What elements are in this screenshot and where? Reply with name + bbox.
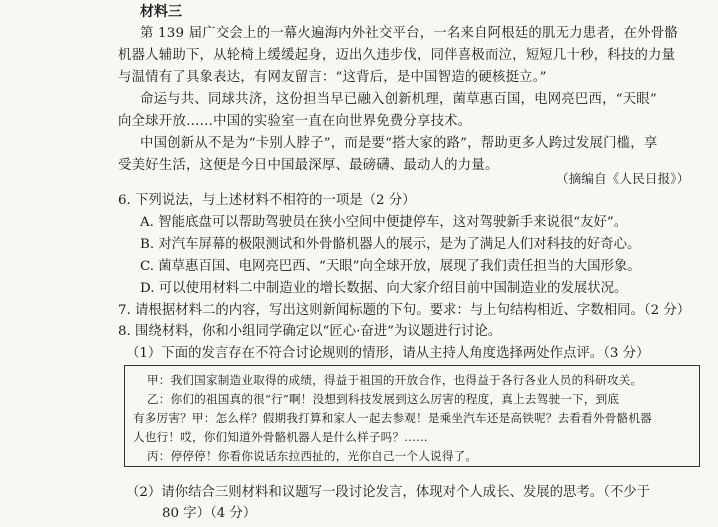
material-paragraph-3-line-1: 中国创新从不是为“卡别人脖子”，而是要“搭大家的路”，帮助更多人跨过发展门槛，享 — [140, 136, 658, 151]
question-8-sub-2-line-1: （2）请你结合三则材料和议题写一段讨论发言，体现对个人成长、发展的思考。（不少于 — [126, 485, 651, 500]
question-8-stem: 8. 围绕材料，你和小组同学确定以“匠心·奋进”为议题进行讨论。 — [118, 324, 502, 339]
question-8-sub-2-line-2: 80 字）（4 分） — [162, 506, 257, 521]
dialog-line-4: 人也行！哎，你们知道外骨骼机器人是什么样子吗？…… — [133, 430, 428, 444]
dialog-line-1: 甲：我们国家制造业取得的成绩，得益于祖国的开放合作，也得益于各行各业人员的科研攻关。 — [147, 373, 643, 387]
material-paragraph-1-line-3: 与温情有了具象表达，有网友留言：“这背后，是中国智造的硬核挺立。” — [118, 70, 547, 85]
material-paragraph-2-line-2: 向全球开放……中国的实验室一直在向世界免费分享技术。 — [118, 114, 472, 129]
discussion-dialog-box — [124, 365, 700, 467]
question-6-stem: 6. 下列说法，与上述材料不相符的一项是（2 分） — [118, 193, 416, 208]
material-heading: 材料三 — [140, 4, 182, 20]
question-8-sub-1: （1）下面的发言存在不符合讨论规则的情形，请从主持人角度选择两处作点评。（3 分） — [126, 346, 650, 361]
material-paragraph-1-line-1: 第 139 届广交会上的一幕火遍海内外社交平台，一名来自阿根廷的肌无力患者，在外骨骼 — [140, 26, 678, 41]
material-paragraph-3-line-2: 受美好生活，这便是今日中国最深厚、最磅礴、最动人的力量。 — [118, 158, 499, 173]
dialog-line-5: 丙：停停停！你看你说话东拉西扯的，光你自己一个人说得了。 — [147, 449, 478, 463]
material-paragraph-2-line-1: 命运与共、同球共济，这份担当早已融入创新机理，菌草惠百国，电网亮巴西，“天眼” — [140, 92, 657, 107]
question-6-option-c: C. 菌草惠百国、电网亮巴西、“天眼”向全球开放，展现了我们责任担当的大国形象。 — [140, 259, 641, 274]
material-paragraph-1-line-2: 机器人辅助下，从轮椅上缓缓起身，迈出久违步伐，同伴喜极而泣，短短几十秒，科技的力量 — [118, 48, 676, 63]
material-source: （摘编自《人民日报》） — [556, 171, 690, 186]
question-7: 7. 请根据材料二的内容，写出这则新闻标题的下句。要求：与上句结构相近、字数相同。（2 分） — [118, 303, 691, 318]
dialog-line-2: 乙：你们的祖国真的很“行”啊！没想到科技发展到这么厉害的程度，真上去驾驶一下，到底 — [147, 392, 620, 406]
question-6-option-d: D. 可以使用材料二中制造业的增长数据、向大家介绍目前中国制造业的发展状况。 — [140, 281, 628, 296]
question-6-option-b: B. 对汽车屏幕的极限测试和外骨骼机器人的展示，是为了满足人们对科技的好奇心。 — [140, 237, 641, 252]
question-6-option-a: A. 智能底盘可以帮助驾驶员在狭小空间中便捷停车，这对驾驶新手来说很“友好”。 — [140, 215, 628, 230]
dialog-line-3: 有多厉害？甲：怎么样？假期我打算和家人一起去参观！是乘坐汽车还是高铁呢？去看看外骨骼机器 — [133, 411, 652, 425]
